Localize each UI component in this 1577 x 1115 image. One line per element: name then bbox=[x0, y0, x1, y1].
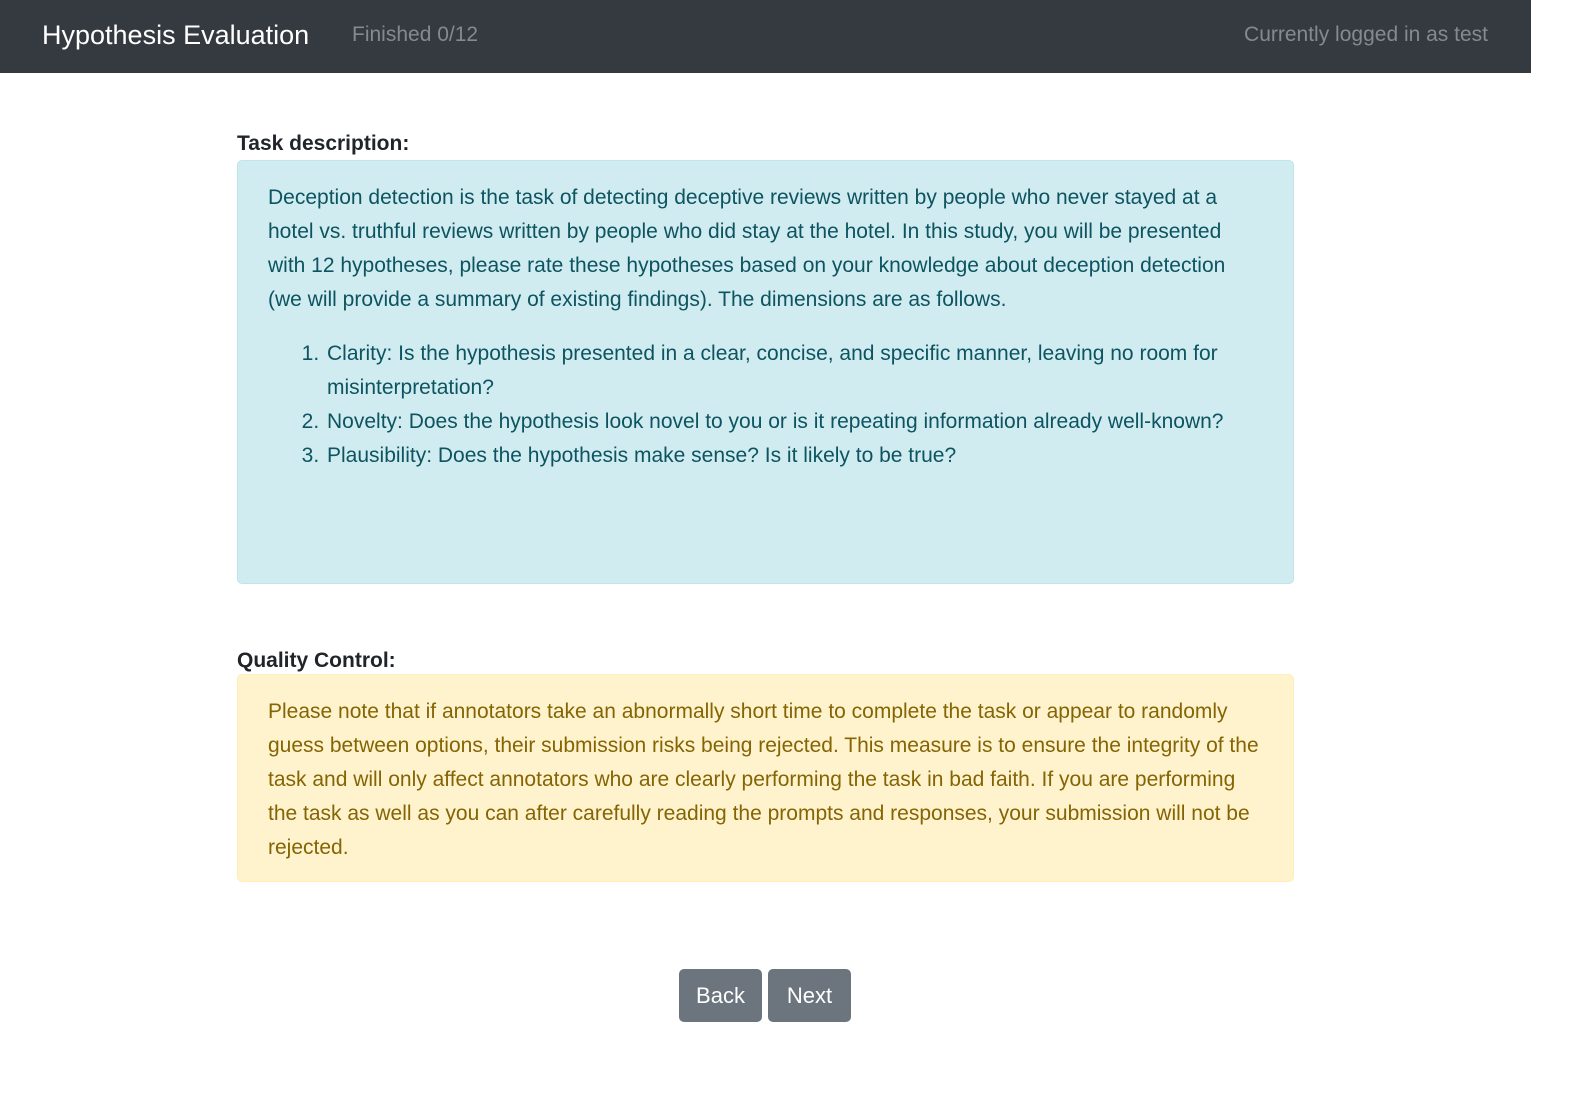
dimension-list bbox=[268, 337, 1263, 473]
dimension-item-plausibility: 3. Plausibility: Does the hypothesis make sense? Is it likely to be true? bbox=[325, 439, 1263, 473]
top-navbar bbox=[0, 0, 1531, 73]
quality-control-box bbox=[237, 674, 1294, 882]
dimension-item-novelty: 2. Novelty: Does the hypothesis look novel to you or is it repeating information already well-known? bbox=[325, 405, 1263, 439]
login-status: Currently logged in as test bbox=[1244, 23, 1488, 46]
task-description-heading: Task description: bbox=[237, 132, 410, 155]
back-button[interactable]: Back bbox=[679, 969, 762, 1022]
quality-control-heading: Quality Control: bbox=[237, 649, 396, 672]
quality-control-text: Please note that if annotators take an abnormally short time to complete the task or appear to randomly guess between options, their submission risks being rejected. This measure is to ensure the integrity of the task and will only affect annotators who are clearly performing the task in bad faith. If you are performing the task as well as you can after carefully reading the prompts and responses, your submission will not be rejected. bbox=[268, 700, 1259, 859]
task-description-box bbox=[237, 160, 1294, 584]
progress-status: Finished 0/12 bbox=[352, 23, 479, 46]
dimension-item-clarity: 1. Clarity: Is the hypothesis presented in a clear, concise, and specific manner, leaving no room for misinterpretation? bbox=[325, 337, 1263, 405]
app-title[interactable]: Hypothesis Evaluation bbox=[42, 20, 310, 50]
task-intro-text: Deception detection is the task of detecting deceptive reviews written by people who never stayed at a hotel vs. truthful reviews written by people who did stay at the hotel. In this study, you will be presented with 12 hypotheses, please rate these hypotheses based on your knowledge about deception detection (we will provide a summary of existing findings). The dimensions are as follows. bbox=[268, 186, 1226, 311]
next-button[interactable]: Next bbox=[768, 969, 851, 1022]
